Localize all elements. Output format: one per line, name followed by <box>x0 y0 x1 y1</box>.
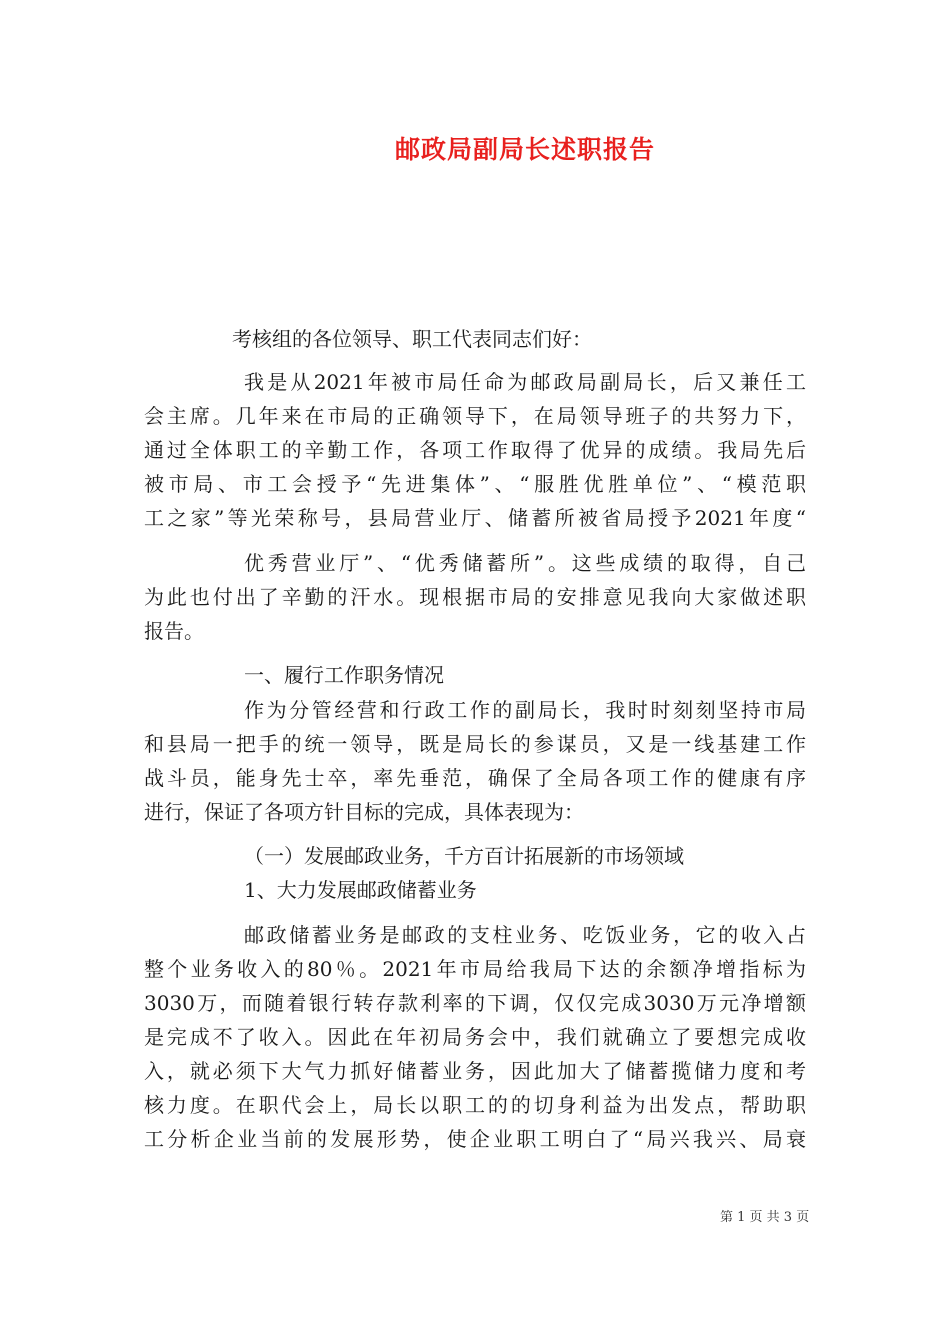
page-footer: 第 1 页 共 3 页 <box>720 1210 810 1225</box>
text-line: 优秀营业厅”、“优秀储蓄所”。这些成绩的取得，自己 <box>244 551 806 575</box>
text-line: 工之家”等光荣称号，县局营业厅、储蓄所被省局授予2021年度“ <box>144 506 806 530</box>
text-line: 通过全体职工的辛勤工作，各项工作取得了优异的成绩。我局先后 <box>144 438 806 462</box>
text-line: 被市局、市工会授予“先进集体”、“服胜优胜单位”、“模范职 <box>144 472 806 496</box>
text-line: 工分析企业当前的发展形势，使企业职工明白了“局兴我兴、局衰 <box>144 1127 806 1151</box>
section-heading: 一、履行工作职务情况 <box>244 663 444 687</box>
text-line: 为此也付出了辛勤的汗水。现根据市局的安排意见我向大家做述职 <box>144 585 806 609</box>
text-line: 3030万，而随着银行转存款利率的下调，仅仅完成3030万元净增额 <box>144 991 806 1015</box>
text-line: 整个业务收入的80％。2021年市局给我局下达的余额净增指标为 <box>144 957 806 981</box>
subsection-heading: 1、大力发展邮政储蓄业务 <box>244 878 477 902</box>
document-title: 邮政局副局长述职报告 <box>394 135 655 164</box>
text-line: 会主席。几年来在市局的正确领导下，在局领导班子的共努力下， <box>144 404 806 428</box>
text-line: 进行，保证了各项方针目标的完成，具体表现为： <box>144 800 584 824</box>
text-line: 邮政储蓄业务是邮政的支柱业务、吃饭业务，它的收入占 <box>244 923 806 947</box>
text-line: 作为分管经营和行政工作的副局长，我时时刻刻坚持市局 <box>244 698 806 722</box>
text-line: 和县局一把手的统一领导，既是局长的参谋员，又是一线基建工作 <box>144 732 806 756</box>
text-line: 核力度。在职代会上，局长以职工的的切身利益为出发点，帮助职 <box>144 1093 806 1117</box>
text-line: 报告。 <box>144 619 204 643</box>
text-line: 战斗员，能身先士卒，率先垂范，确保了全局各项工作的健康有序 <box>144 766 806 790</box>
subsection-heading: （一）发展邮政业务，千方百计拓展新的市场领域 <box>244 844 684 868</box>
text-line: 入，就必须下大气力抓好储蓄业务，因此加大了储蓄揽储力度和考 <box>144 1059 806 1083</box>
text-line: 是完成不了收入。因此在年初局务会中，我们就确立了要想完成收 <box>144 1025 806 1049</box>
text-line: 考核组的各位领导、职工代表同志们好： <box>232 327 592 351</box>
text-line: 我是从2021年被市局任命为邮政局副局长，后又兼任工 <box>244 370 806 394</box>
